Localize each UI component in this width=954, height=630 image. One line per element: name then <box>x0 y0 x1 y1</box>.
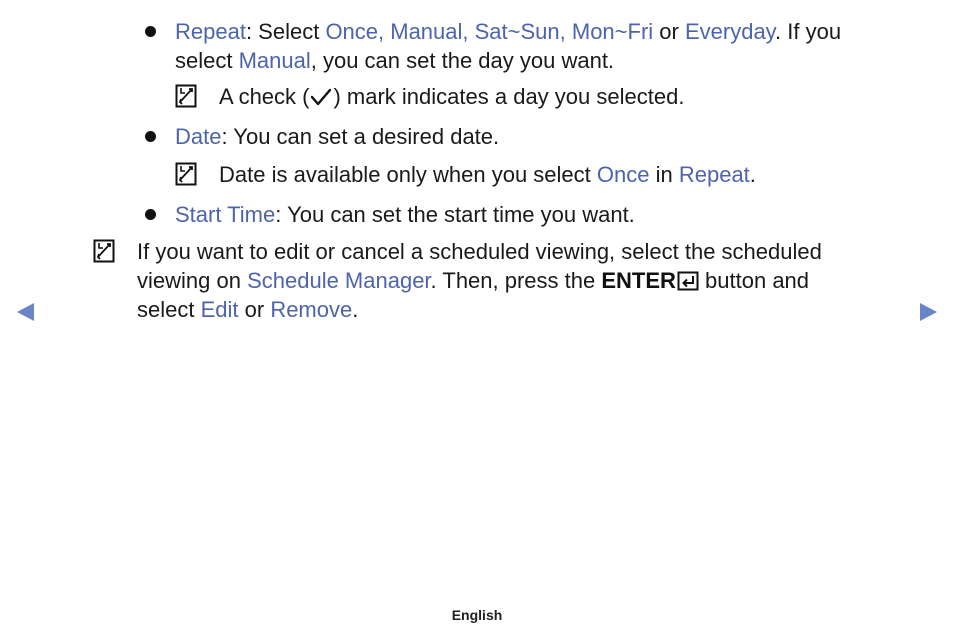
date-text: Date: You can set a desired date. <box>175 124 500 149</box>
repeat-text: Repeat: Select Once, Manual, Sat~Sun, Mon~Fri or Everyday. If you select Manual, you can set the day you want. <box>175 19 842 73</box>
bullet-dot <box>145 26 156 37</box>
bullet-dot <box>145 209 156 220</box>
previous-page-arrow-icon[interactable] <box>14 301 36 323</box>
bullet-dot <box>145 131 156 142</box>
repeat-manual: Manual <box>238 48 311 73</box>
enter-key-icon <box>677 271 699 291</box>
note-date-text: Date is available only when you select Once in Repeat. <box>219 162 756 187</box>
footer-language: English <box>451 607 503 623</box>
repeat-everyday: Everyday <box>684 19 776 44</box>
note-icon <box>93 239 115 263</box>
check-mark-icon <box>309 87 333 107</box>
note-icon <box>175 162 197 186</box>
schedule-manager-link: Schedule Manager <box>247 268 431 293</box>
start-time-label: Start Time <box>175 202 276 227</box>
note-check-text: A check ( ) mark indicates a day you selected. <box>219 84 685 109</box>
next-page-arrow-icon[interactable] <box>918 301 940 323</box>
enter-key-label: ENTER <box>601 268 676 293</box>
date-note-repeat: Repeat <box>678 162 750 187</box>
note-edit-cancel-text: If you want to edit or cancel a scheduled viewing, select the scheduled viewing on Schedule Manager. Then, press the ENTER button and select Edit or Remove. <box>137 239 822 322</box>
date-note-once: Once <box>596 162 650 187</box>
repeat-options: Once, Manual, Sat~Sun, Mon~Fri <box>325 19 654 44</box>
note-icon <box>175 84 197 108</box>
start-time-text: Start Time: You can set the start time you want. <box>175 202 635 227</box>
remove-option: Remove <box>270 297 353 322</box>
date-label: Date <box>175 124 222 149</box>
repeat-label: Repeat <box>175 19 246 44</box>
edit-option: Edit <box>200 297 239 322</box>
